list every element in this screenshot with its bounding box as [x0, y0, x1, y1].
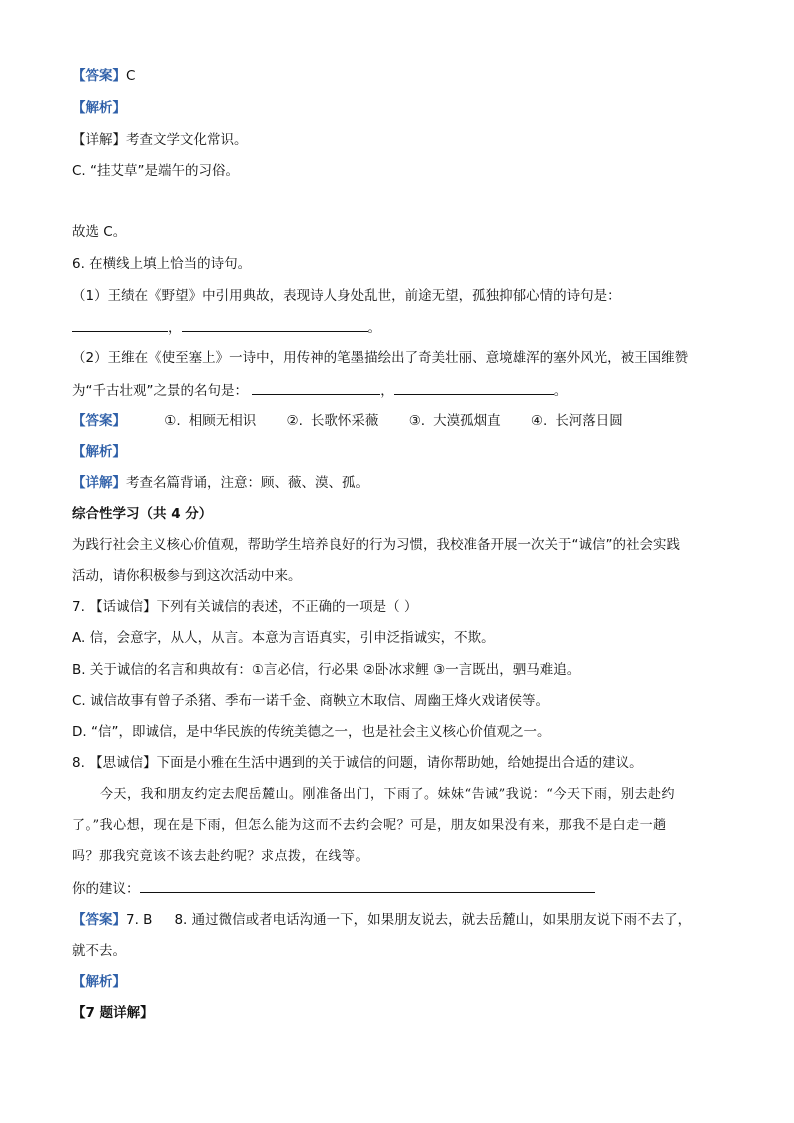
answer-num: ①.: [164, 413, 181, 429]
q6-sub1-blanks: [72, 317, 381, 338]
blank-4: [394, 380, 554, 395]
analysis-tag: 【解析】: [72, 444, 126, 460]
period: 。: [367, 320, 381, 336]
answer-item-2: [287, 411, 379, 431]
q6-sub2-line1: （2）王维在《使至塞上》一诗中，用传神的笔墨描绘出了奇美壮丽、意境雄浑的塞外风光，被王国维赞: [72, 350, 689, 366]
answer-8-line2: 就不去。: [72, 943, 126, 959]
q8-letter-line1: 今天，我和朋友约定去爬岳麓山。刚准备出门，下雨了。妹妹“告诫”我说：“今天下雨，别去赴约: [100, 787, 675, 802]
q6-detail-line: [72, 473, 369, 493]
answer-text: 长歌怀采薇: [310, 413, 379, 429]
q78-answer-line: [72, 910, 691, 930]
answer-tag: 【答案】: [72, 413, 126, 429]
period: 。: [553, 383, 568, 399]
answer-item-4: [531, 411, 623, 431]
q5-answer-line: [72, 66, 135, 86]
q6-answer-line: [72, 411, 649, 431]
section-intro-line2: 活动，请你积极参与到这次活动中来。: [72, 568, 302, 584]
answer-item-1: [164, 411, 256, 431]
detail-tag: 【详解】: [72, 475, 126, 491]
q5-detail: 【详解】考查文学文化常识。: [72, 132, 248, 148]
q5-point: C. “挂艾草”是端午的习俗。: [72, 163, 239, 179]
answer-num: ④.: [530, 413, 548, 429]
q7-option-b: B. 关于诚信的名言和典故有：①言必信，行必果 ②卧冰求鲤 ③一言既出，驷马难追。: [72, 662, 581, 678]
q7-detail-tag: 【7 题详解】: [72, 1005, 154, 1021]
blank-3: [252, 380, 380, 395]
blank-1: [72, 317, 168, 332]
answer-num: ②.: [286, 413, 303, 429]
answer-text: 相顾无相识: [188, 413, 257, 429]
analysis-tag: 【解析】: [72, 100, 126, 116]
comma: ，: [380, 383, 394, 399]
q6-sub2-line2: [72, 380, 567, 401]
answer-value: C: [126, 68, 136, 84]
answer-text: 大漠孤烟直: [433, 413, 501, 429]
answer-tag: 【答案】: [72, 68, 126, 84]
suggest-label: 你的建议：: [72, 881, 140, 897]
q6-sub2-text: 为“千古壮观”之景的名句是：: [72, 383, 248, 399]
q6-analysis-line: [72, 442, 126, 462]
q6-detail: 考查名篇背诵，注意：顾、薇、漠、孤。: [126, 475, 369, 491]
q7-option-d: D. “信”，即诚信，是中华民族的传统美德之一，也是社会主义核心价值观之一。: [72, 724, 551, 740]
q6-sub1: （1）王绩在《野望》中引用典故，表现诗人身处乱世，前途无望，孤独抑郁心情的诗句是：: [72, 288, 621, 304]
q78-analysis-line: [72, 972, 126, 992]
q8-letter-line3: 吗？那我究竟该不该去赴约呢？求点拨，在线等。: [72, 849, 370, 864]
q5-conclusion: 故选 C。: [72, 224, 127, 240]
q8-suggest-line: [72, 878, 595, 899]
answer-7: 7. B: [126, 912, 153, 928]
answer-text: 长河落日圆: [555, 413, 623, 429]
answer-tag: 【答案】: [72, 912, 126, 928]
q7-stem: 7. 【话诚信】下列有关诚信的表述，不正确的一项是（ ）: [72, 599, 418, 615]
comma: ，: [168, 320, 182, 336]
section-intro-line1: 为践行社会主义核心价值观，帮助学生培养良好的行为习惯，我校准备开展一次关于“诚信”的社会实践: [72, 537, 680, 553]
q8-letter-line2: 了。”我心想，现在是下雨，但怎么能为这而不去约会呢？可是，朋友如果没有来，那我不是白走一趟: [72, 818, 667, 833]
analysis-tag: 【解析】: [72, 974, 126, 990]
answer-8-line1: 8. 通过微信或者电话沟通一下，如果朋友说去，就去岳麓山，如果朋友说下雨不去了，: [174, 912, 692, 928]
section-heading: 综合性学习（共 4 分）: [72, 506, 213, 522]
q6-title: 6. 在横线上填上恰当的诗句。: [72, 256, 252, 272]
answer-num: ③.: [408, 413, 426, 429]
q5-analysis-line: [72, 98, 126, 118]
q8-stem: 8. 【思诚信】下面是小雅在生活中遇到的关于诚信的问题，请你帮助她，给她提出合适的建议。: [72, 755, 643, 771]
q7-option-a: A. 信，会意字，从人，从言。本意为言语真实，引申泛指诚实，不欺。: [72, 630, 495, 646]
answer-item-3: [409, 411, 501, 431]
blank-2: [182, 317, 368, 332]
q7-option-c: C. 诚信故事有曾子杀猪、季布一诺千金、商鞅立木取信、周幽王烽火戏诸侯等。: [72, 693, 550, 709]
suggest-blank: [140, 878, 595, 893]
